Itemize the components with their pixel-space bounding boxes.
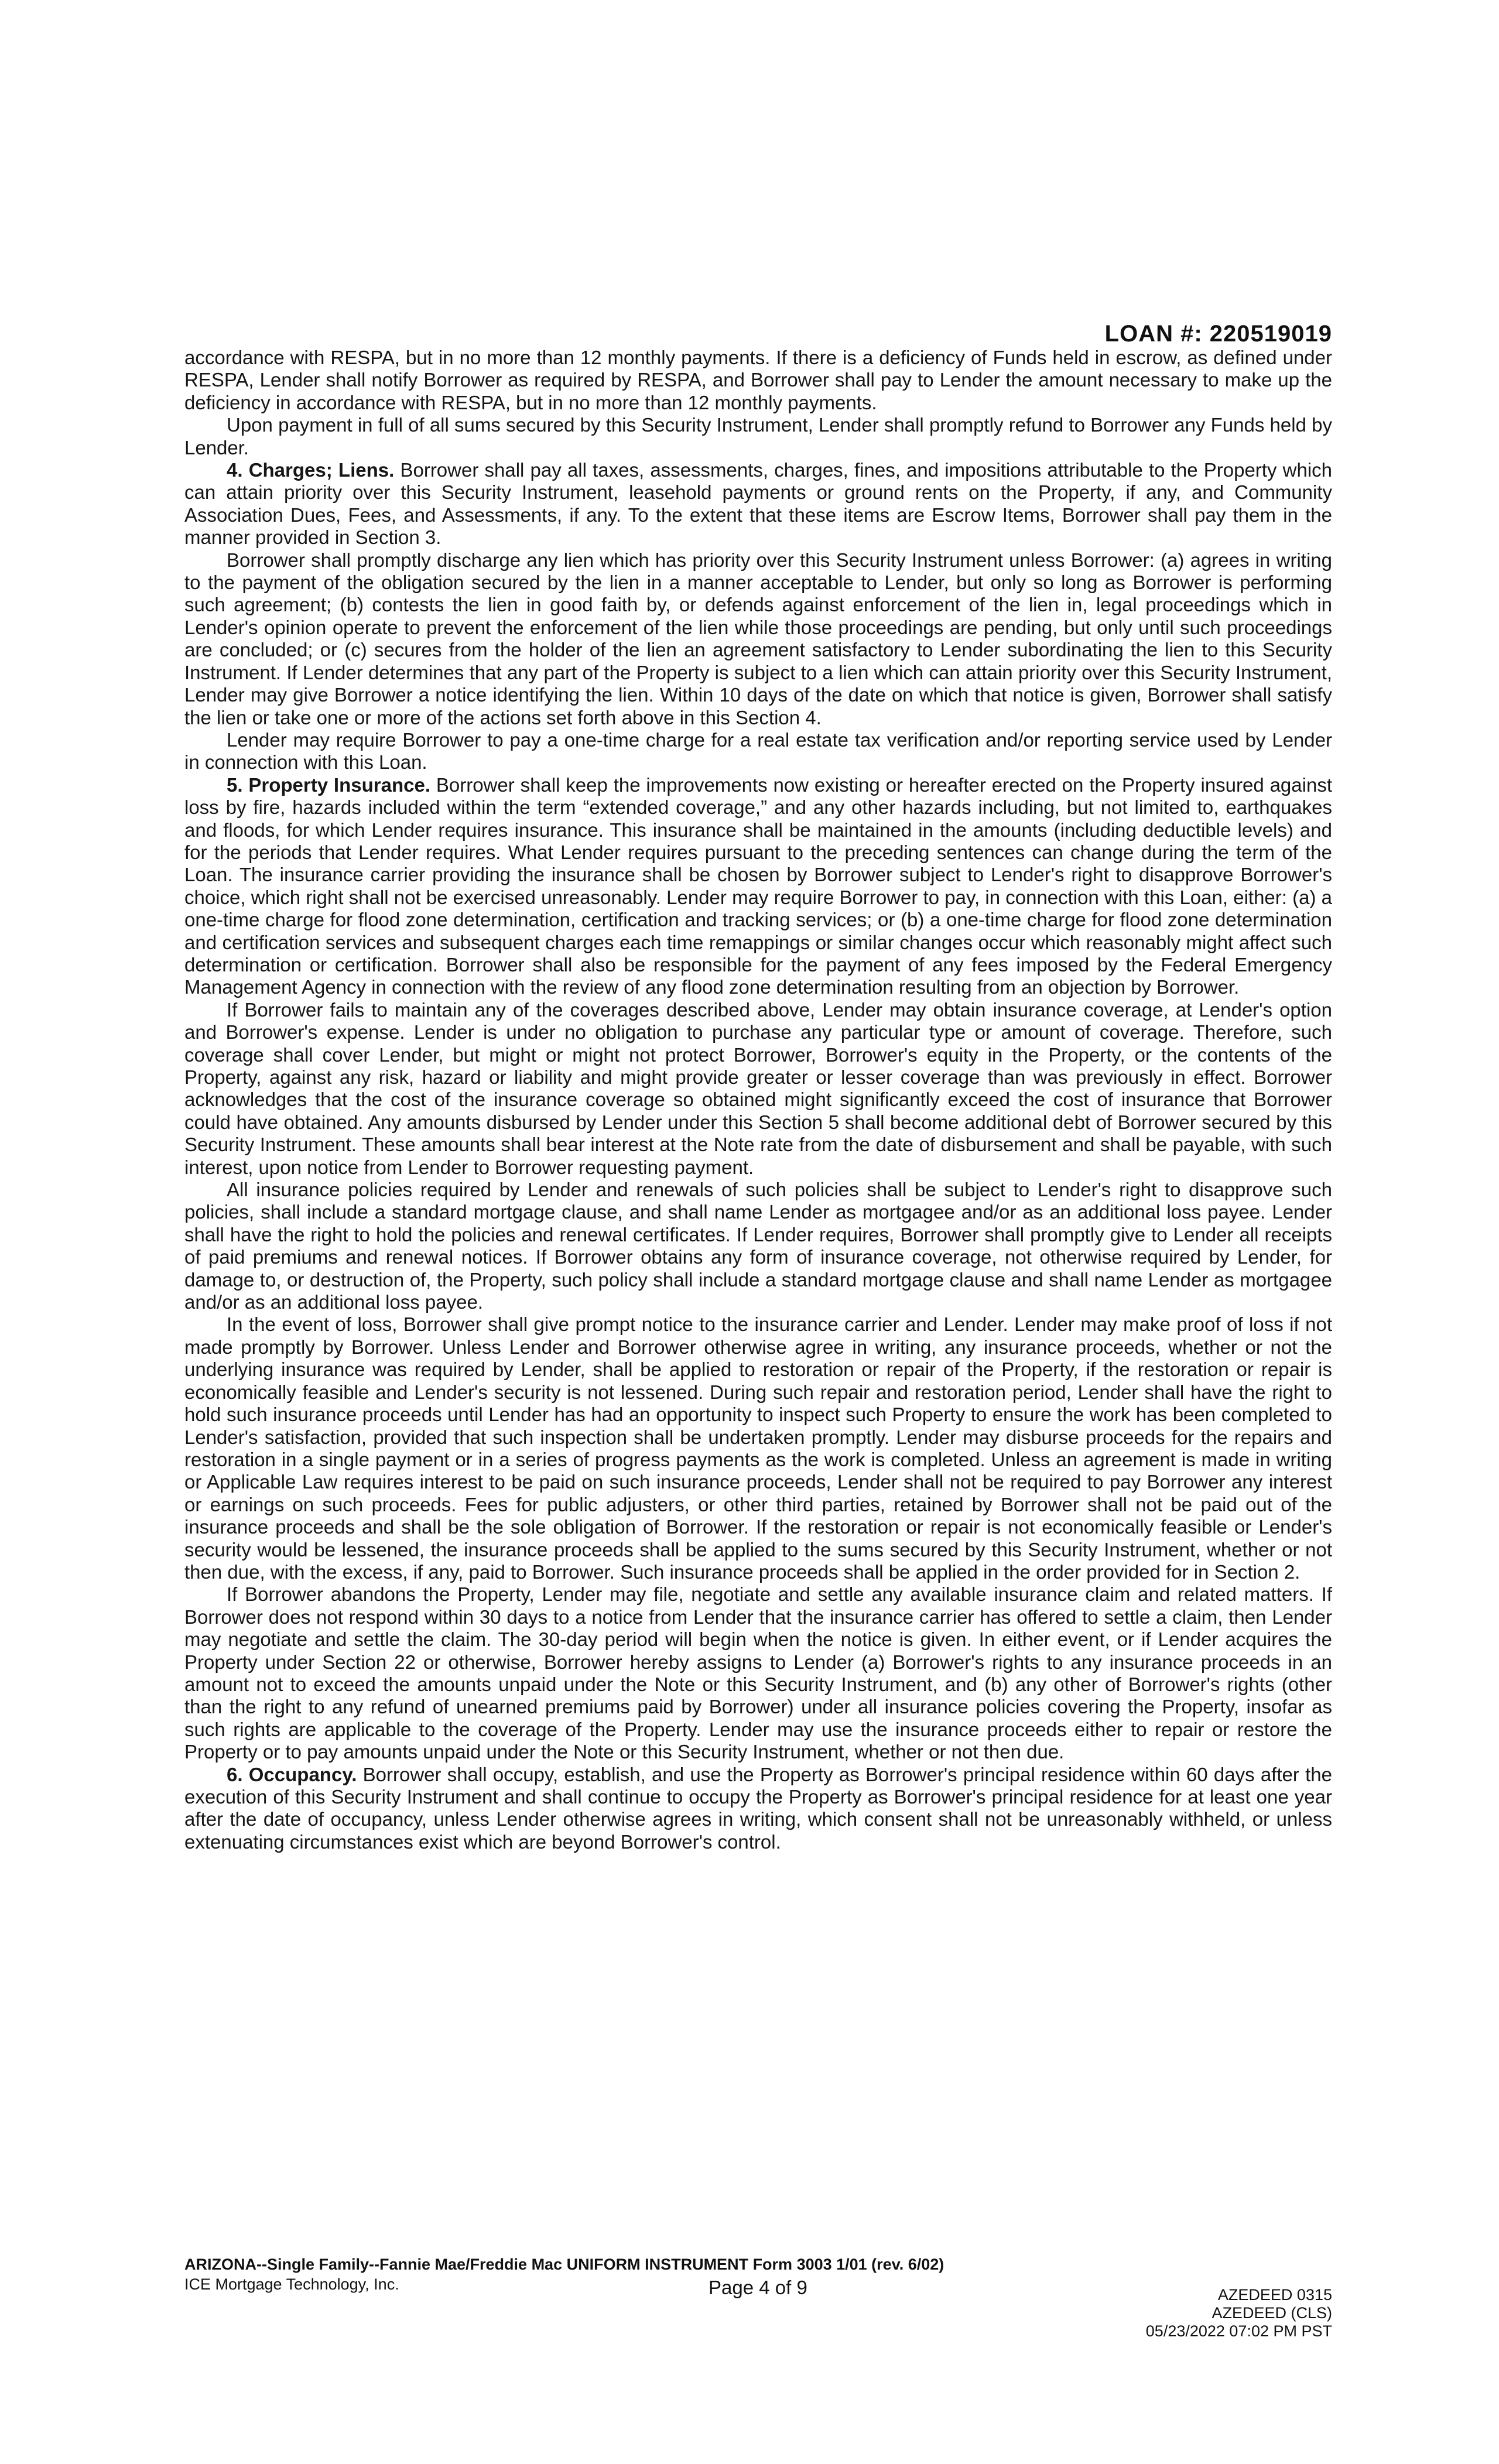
section-6-occupancy: [184, 1764, 1332, 1854]
section-heading: 6. Occupancy.: [227, 1763, 357, 1785]
form-code-cls: AZEDEED (CLS): [1211, 2304, 1332, 2322]
paragraph-6: [184, 999, 1332, 1179]
paragraph-text: Borrower shall keep the improvements now existing or hereafter erected on the Property insured against loss by fire, hazards included within the term “extended coverage,” and any other hazards including, but not limited to, earthquakes and floods, for which Lender requires insurance. This insurance shall be maintained in the amounts (including deductible levels) and for the periods that Lender requires. What Lender requires pursuant to the preceding sentences can change during the term of the Loan. The insurance carrier providing the insurance shall be chosen by Borrower subject to Lender's right to disapprove Borrower's choice, which right shall not be exercised unreasonably. Lender may require Borrower to pay, in connection with this Loan, either: (a) a one-time charge for flood zone determination, certification and tracking services; or (b) a one-time charge for flood zone determination and certification services and subsequent charges each time remappings or similar changes occur which reasonably might affect such determination or certification. Borrower shall also be responsible for the payment of any fees imposed by the Federal Emergency Management Agency in connection with the review of any flood zone determination resulting from an objection by Borrower.: [184, 774, 1332, 998]
paragraph-text: All insurance policies required by Lender and renewals of such policies shall be subject to Lender's right to disapprove such policies, shall include a standard mortgage clause, and shall name Lender as mortgagee and/or as an additional loss payee. Lender shall have the right to hold the policies and renewal certificates. If Lender requires, Borrower shall promptly give to Lender all receipts of paid premiums and renewal notices. If Borrower obtains any form of insurance coverage, not otherwise required by Lender, for damage to, or destruction of, the Property, such policy shall include a standard mortgage clause and shall name Lender as mortgagee and/or as an additional loss payee.: [184, 1179, 1332, 1313]
paragraph-4: [184, 729, 1332, 774]
paragraph-text: Lender may require Borrower to pay a one-time charge for a real estate tax verification and/or reporting service used by Lender in connection with this Loan.: [184, 728, 1332, 774]
paragraph-text: Borrower shall pay all taxes, assessments, charges, fines, and impositions attributable to the Property which can attain priority over this Security Instrument, leasehold payments or ground rents on the Property, if any, and Community Association Dues, Fees, and Assessments, if any. To the extent that these items are Escrow Items, Borrower shall pay them in the manner provided in Section 3.: [184, 459, 1332, 549]
paragraph-text: If Borrower abandons the Property, Lender may file, negotiate and settle any available insurance claim and related matters. If Borrower does not respond within 30 days to a notice from Lender that the insurance carrier has offered to settle a claim, then Lender may negotiate and settle the claim. The 30-day period will begin when the notice is given. In either event, or if Lender acquires the Property under Section 22 or otherwise, Borrower hereby assigns to Lender (a) Borrower's rights to any insurance proceeds in an amount not to exceed the amounts unpaid under the Note or this Security Instrument, and (b) any other of Borrower's rights (other than the right to any refund of unearned premiums paid by Borrower) under all insurance policies covering the Property, insofar as such rights are applicable to the coverage of the Property. Lender may use the insurance proceeds either to repair or restore the Property or to pay amounts unpaid under the Note or this Security Instrument, whether or not then due.: [184, 1583, 1332, 1763]
paragraph-1: [184, 414, 1332, 459]
section-heading: 5. Property Insurance.: [227, 774, 430, 796]
section-5-property-insurance: [184, 774, 1332, 999]
paragraph-text: In the event of loss, Borrower shall give prompt notice to the insurance carrier and Lender. Lender may make proof of loss if not made promptly by Borrower. Unless Lender and Borrower otherwise agree in writing, any insurance proceeds, whether or not the underlying insurance was required by Lender, shall be applied to restoration or repair of the Property, if the restoration or repair is economically feasible and Lender's security is not lessened. During such repair and restoration period, Lender shall have the right to hold such insurance proceeds until Lender has had an opportunity to inspect such Property to ensure the work has been completed to Lender's satisfaction, provided that such inspection shall be undertaken promptly. Lender may disburse proceeds for the repairs and restoration in a single payment or in a series of progress payments as the work is completed. Unless an agreement is made in writing or Applicable Law requires interest to be paid on such insurance proceeds, Lender shall not be required to pay Borrower any interest or earnings on such proceeds. Fees for public adjusters, or other third parties, retained by Borrower shall not be paid out of the insurance proceeds and shall be the sole obligation of Borrower. If the restoration or repair is not economically feasible or Lender's security would be lessened, the insurance proceeds shall be applied to the sums secured by this Security Instrument, whether or not then due, with the excess, if any, paid to Borrower. Such insurance proceeds shall be applied in the order provided for in Section 2.: [184, 1313, 1332, 1583]
page-footer: [184, 2256, 1332, 2343]
print-timestamp: 05/23/2022 07:02 PM PST: [1145, 2322, 1332, 2340]
company-name: ICE Mortgage Technology, Inc.: [184, 2275, 399, 2293]
paragraph-text: accordance with RESPA, but in no more than 12 monthly payments. If there is a deficiency of Funds held in escrow, as defined under RESPA, Lender shall notify Borrower as required by RESPA, and Borrower shall pay to Lender the amount necessary to make up the deficiency in accordance with RESPA, but in no more than 12 monthly payments.: [184, 347, 1332, 413]
section-heading: 4. Charges; Liens.: [227, 459, 395, 481]
paragraph-0: [184, 347, 1332, 414]
paragraph-text: Borrower shall occupy, establish, and use the Property as Borrower's principal residence within 60 days after the execution of this Security Instrument and shall continue to occupy the Property as Borrower's principal residence for at least one year after the date of occupancy, unless Lender otherwise agrees in writing, which consent shall not be unreasonably withheld, or unless extenuating circumstances exist which are beyond Borrower's control.: [184, 1763, 1332, 1853]
paragraph-text: If Borrower fails to maintain any of the coverages described above, Lender may obtain insurance coverage, at Lender's option and Borrower's expense. Lender is under no obligation to purchase any particular type or amount of coverage. Therefore, such coverage shall cover Lender, but might or might not protect Borrower, Borrower's equity in the Property, or the contents of the Property, against any risk, hazard or liability and might provide greater or lesser coverage than was previously in effect. Borrower acknowledges that the cost of the insurance coverage so obtained might significantly exceed the cost of insurance that Borrower could have obtained. Any amounts disbursed by Lender under this Section 5 shall become additional debt of Borrower secured by this Security Instrument. These amounts shall bear interest at the Note rate from the date of disbursement and shall be payable, with such interest, upon notice from Lender to Borrower requesting payment.: [184, 998, 1332, 1178]
paragraph-8: [184, 1313, 1332, 1583]
paragraph-text: Upon payment in full of all sums secured by this Security Instrument, Lender shall promptly refund to Borrower any Funds held by Lender.: [184, 414, 1332, 458]
paragraph-9: [184, 1583, 1332, 1763]
page-number: Page 4 of 9: [709, 2277, 807, 2298]
paragraph-text: Borrower shall promptly discharge any lien which has priority over this Security Instrument unless Borrower: (a) agrees in writing to the payment of the obligation secured by the lien in a manner acceptable to Lender, but only so long as Borrower is performing such agreement; (b) contests the lien in good faith by, or defends against enforcement of the lien in, legal proceedings which in Lender's opinion operate to prevent the enforcement of the lien while those proceedings are pending, but only until such proceedings are concluded; or (c) secures from the holder of the lien an agreement satisfactory to Lender subordinating the lien to this Security Instrument. If Lender determines that any part of the Property is subject to a lien which can attain priority over this Security Instrument, Lender may give Borrower a notice identifying the lien. Within 10 days of the date on which that notice is given, Borrower shall satisfy the lien or take one or more of the actions set forth above in this Section 4.: [184, 549, 1332, 728]
paragraph-3: [184, 549, 1332, 729]
form-code: AZEDEED 0315: [1217, 2286, 1332, 2304]
form-title: ARIZONA--Single Family--Fannie Mae/Freddie Mac UNIFORM INSTRUMENT Form 3003 1/01 (rev. 6/02): [184, 2256, 944, 2273]
loan-number: LOAN #: 220519019: [1104, 321, 1332, 347]
paragraph-7: [184, 1179, 1332, 1313]
section-4-charges-liens: [184, 459, 1332, 549]
document-codes: [1146, 2286, 1332, 2340]
document-body: [184, 347, 1332, 1853]
